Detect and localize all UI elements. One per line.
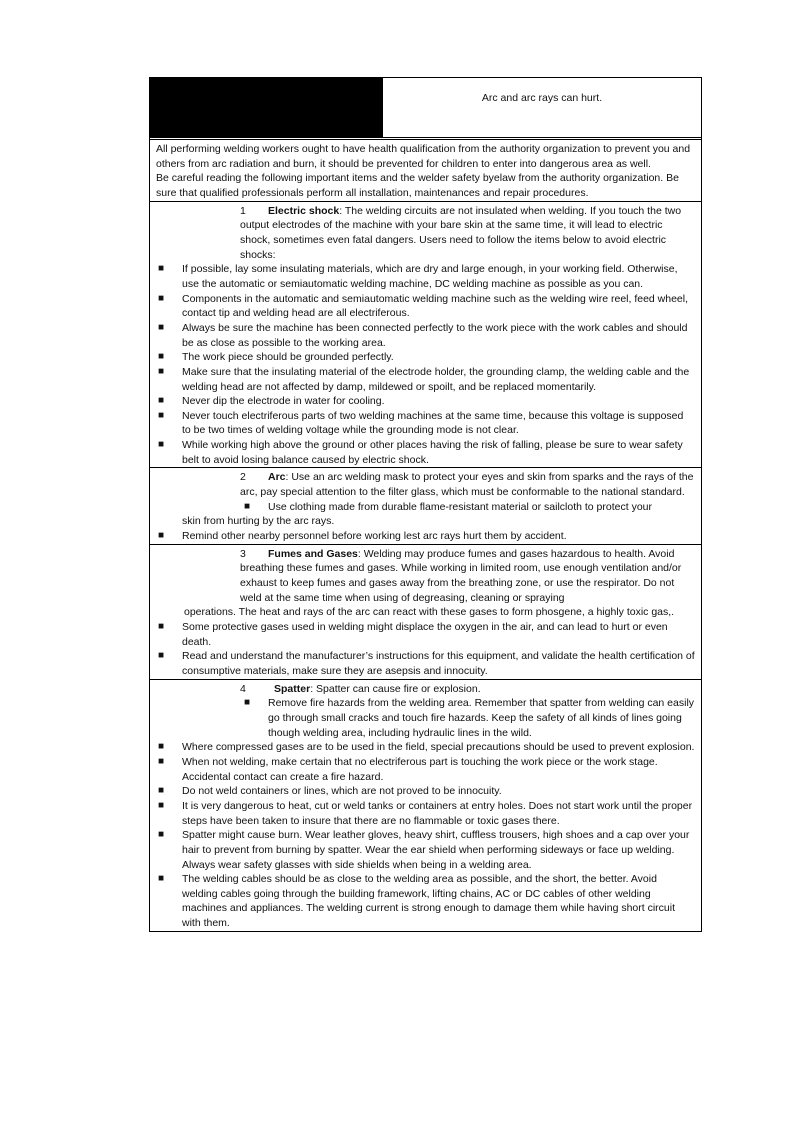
list-item: ■ Components in the automatic and semiautomatic welding machine such as the welding wire reel, feed wheel, contact tip and welding head are all electriferous. — [156, 292, 695, 321]
list-item: ■ When not welding, make certain that no electriferous part is touching the work piece or the work stage. Accidental contact can create a fire hazard. — [156, 755, 695, 784]
section-fumes-gases — [150, 545, 701, 680]
section-electric-shock — [150, 202, 701, 469]
list-item: ■ Where compressed gases are to be used in the field, special precautions should be used to prevent explosion. — [156, 740, 695, 755]
list-item: ■ If possible, lay some insulating materials, which are dry and large enough, in your working field. Otherwise, use the automatic or semiautomatic welding machine, DC welding machine as possible as you can. — [156, 262, 695, 291]
section-2-heading — [240, 470, 695, 499]
section-lead: : Welding may produce fumes and gases hazardous to health. Avoid breathing these fumes and gases. While working in limited room, use enough ventilation and/or exhaust to keep fumes and gases away from the breathing zone, or use the respirator. Do not weld at the same time when using of degreasing, cleaning or spraying — [240, 547, 682, 604]
list-item: ■ Never touch electriferous parts of two welding machines at the same time, because this voltage is supposed to be two times of welding voltage while the grounding mode is not clear. — [156, 409, 695, 438]
list-item: ■ While working high above the ground or other places having the risk of falling, please be sure to wear safety belt to avoid losing balance caused by electric shock. — [156, 438, 695, 467]
list-item: ■ Always be sure the machine has been connected perfectly to the work piece with the work cables and should be as close as possible to the working area. — [156, 321, 695, 350]
list-item: ■ The welding cables should be as close to the welding area as possible, and the short, the better. Avoid welding cables going through the building framework, lifting chains, AC or DC cables of other welding machines and appliances. The welding current is strong enough to damage them while having short circuit with them. — [156, 872, 695, 931]
section-arc — [150, 468, 701, 544]
section-lead: : The welding circuits are not insulated when welding. If you touch the two output electrodes of the machine with your bare skin at the same time, it will lead to electric shock, sometimes even fatal dangers. Users need to follow the items below to avoid electric shocks: — [240, 204, 682, 261]
table-header — [150, 78, 701, 138]
safety-table — [149, 77, 702, 932]
section-4-heading — [240, 682, 695, 697]
intro-section — [150, 140, 701, 202]
list-item: ■ Never dip the electrode in water for cooling. — [156, 394, 695, 409]
section-number: 4 — [240, 682, 246, 695]
list-item: ■ The work piece should be grounded perfectly. — [156, 350, 695, 365]
section-1-heading — [240, 204, 695, 263]
intro-paragraph-1: All performing welding workers ought to have health qualification from the authority organization to prevent you and others from arc radiation and burn, it should be prevented for children to enter into dangerous area as well. — [156, 143, 691, 170]
indented-list-item: ■ Remove fire hazards from the welding area. Remember that spatter from welding can easily go through small cracks and touch fire hazards. Keep the safety of all kinds of lines going though welding area, including hydraulic lines in the wild. — [240, 696, 695, 740]
section-lead: : Use an arc welding mask to protect your eyes and skin from sparks and the rays of the arc, pay special attention to the filter glass, which must be conformable to the national standard. — [240, 471, 694, 499]
section-title: Fumes and Gases — [268, 547, 358, 560]
warning-symbol-block — [150, 78, 382, 137]
section-title: Arc — [268, 471, 286, 484]
section-number: 3 — [240, 547, 246, 560]
list-item: ■ Do not weld containers or lines, which are not proved to be innocuity. — [156, 784, 695, 799]
section-lead-continuation: operations. The heat and rays of the arc can react with these gases to form phosgene, a highly toxic gas,. — [184, 606, 675, 619]
list-item: ■ Spatter might cause burn. Wear leather gloves, heavy shirt, cuffless trousers, high shoes and a cap over your hair to prevent from burning by spatter. Wear the ear shield when performing sideways or face up welding. Always wear safety glasses with side shields when being in a welding area. — [156, 828, 695, 872]
section-3-heading — [240, 547, 695, 606]
intro-paragraph-2: Be careful reading the following important items and the welder safety byelaw from the authority organization. Be sure that qualified professionals perform all installation, maintenances and repair procedures. — [156, 172, 679, 199]
indented-list-item-continuation: skin from hurting by the arc rays. — [182, 515, 335, 528]
section-number: 1 — [240, 204, 246, 217]
list-item: ■ Remind other nearby personnel before working lest arc rays hurt them by accident. — [156, 529, 695, 544]
list-item: ■ Some protective gases used in welding might displace the oxygen in the air, and can lead to hurt or even death. — [156, 620, 695, 649]
section-title: Spatter — [274, 682, 311, 695]
list-item: ■ It is very dangerous to heat, cut or weld tanks or containers at entry holes. Does not start work until the proper steps have been taken to insure that there are no flammable or toxic gases there. — [156, 799, 695, 828]
indented-list-item: ■ Use clothing made from durable flame-resistant material or sailcloth to protect your — [240, 500, 695, 515]
list-item: ■ Make sure that the insulating material of the electrode holder, the grounding clamp, the welding cable and the welding head are not affected by damp, mildewed or spoilt, and be replaced momentarily. — [156, 365, 695, 394]
list-item: ■ Read and understand the manufacturer’s instructions for this equipment, and validate the health certification of consumptive materials, make sure they are asepsis and innocuity. — [156, 649, 695, 678]
section-spatter — [150, 680, 701, 931]
section-title: Electric shock — [268, 204, 340, 217]
section-lead: : Spatter can cause fire or explosion. — [310, 682, 481, 695]
section-number: 2 — [240, 471, 246, 484]
arc-warning-text: Arc and arc rays can hurt. — [382, 78, 701, 137]
